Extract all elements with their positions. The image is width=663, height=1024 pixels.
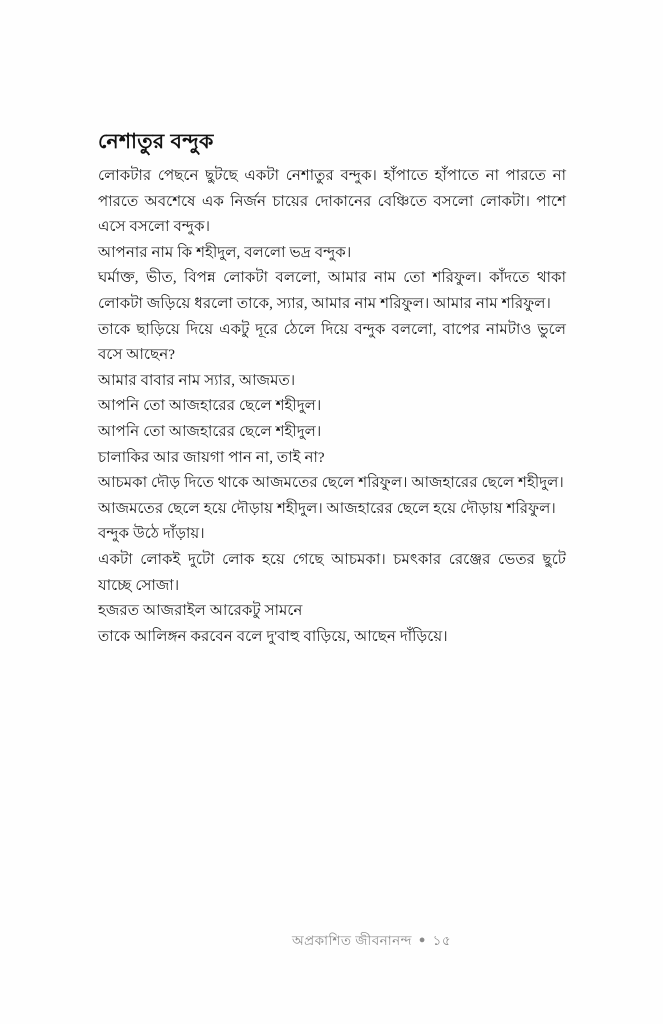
footer-inner (212, 930, 451, 953)
poem-title: নেশাতুর বন্দুক (98, 129, 214, 153)
poem-paragraph: লোকটার পেছনে ছুটছে একটা নেশাতুর বন্দুক। হাঁপাতে হাঁপাতে না পারতে না পারতে অবশেষে এক নির্জন চায়ের দোকানের বেঞ্চিতে বসলো লোকটা। পাশে এসে বসলো বন্দুক। (98, 168, 566, 236)
footer-page-number: ১৫ (432, 933, 452, 948)
poem-body (98, 164, 566, 650)
page-footer (0, 930, 663, 953)
poem-paragraph: বন্দুক উঠে দাঁড়ায়। (98, 526, 205, 543)
poem-paragraph: আপনার নাম কি শহীদুল, বললো ভদ্র বন্দুক। (98, 244, 352, 261)
poem-paragraph: আমার বাবার নাম স্যার, আজমত। (98, 372, 296, 389)
poem-paragraph: একটা লোকই দুটো লোক হয়ে গেছে আচমকা। চমৎকার রেঞ্জের ভেতর ছুটে যাচ্ছে সোজা। (98, 551, 566, 594)
poem-paragraph: আচমকা দৌড় দিতে থাকে আজমতের ছেলে শরিফুল। আজহারের ছেলে শহীদুল। (98, 475, 564, 492)
footer-book-title: অপ্রকাশিত জীবনানন্দ (291, 933, 412, 948)
poem-paragraph: আপনি তো আজহারের ছেলে শহীদুল। (98, 423, 322, 440)
poem-paragraph: তাকে আলিঙ্গন করবেন বলে দু'বাহু বাড়িয়ে, আছেন দাঁড়িয়ে। (98, 628, 448, 645)
poem-paragraph: আপনি তো আজহারের ছেলে শহীদুল। (98, 398, 322, 415)
poem-paragraph: তাকে ছাড়িয়ে দিয়ে একটু দূরে ঠেলে দিয়ে বন্দুক বললো, বাপের নামটাও ভুলে বসে আছেন? (98, 321, 566, 364)
poem-paragraph: চালাকির আর জায়গা পান না, তাই না? (98, 449, 325, 466)
footer-bullet-icon: ● (418, 934, 426, 946)
poem-paragraph: হজরত আজরাইল আরেকটু সামনে (98, 603, 303, 620)
poem-paragraph: ঘর্মাক্ত, ভীত, বিপন্ন লোকটা বললো, আমার নাম তো শরিফুল। কাঁদতে থাকা লোকটা জড়িয়ে ধরলো তাকে, স্যার, আমার নাম শরিফুল। আমার নাম শরিফুল। (98, 270, 566, 312)
poem-paragraph: আজমতের ছেলে হয়ে দৌড়ায় শহীদুল। আজহারের ছেলে হয়ে দৌড়ায় শরিফুল। (98, 500, 556, 517)
